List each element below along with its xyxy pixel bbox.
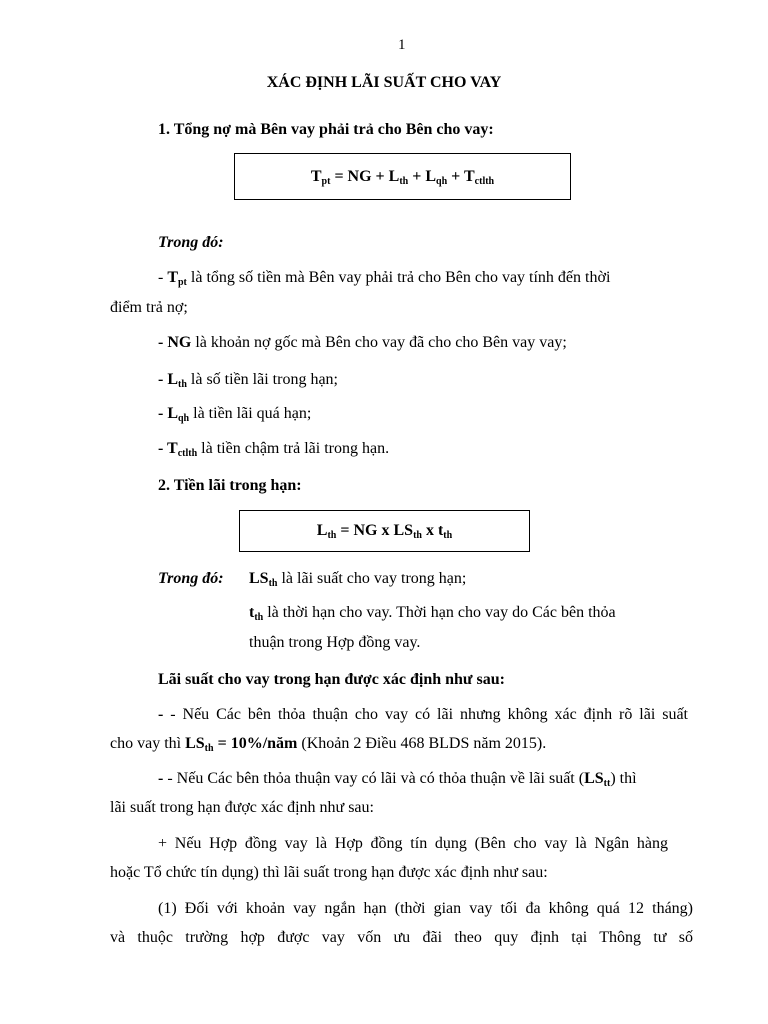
trong-do-label-1: Trong đó:	[158, 234, 224, 251]
trong-do-label-2: Trong đó:	[158, 570, 224, 587]
formula-box-interest	[239, 510, 530, 552]
definition-tth: $t_{th}$ là thời hạn cho vay. Thời hạn cho vay do Các bên thỏa	[249, 604, 616, 623]
paragraph-2-line-1: - - Nếu Các bên thỏa thuận vay có lãi và có thỏa thuận về lãi suất $(LS_{tt})$ thì	[158, 770, 637, 789]
paragraph-3-line-1: + Nếu Hợp đồng vay là Hợp đồng tín dụng (Bên cho vay là Ngân hàng	[158, 835, 668, 852]
definition-item-tctlth: - $T_{ctlth}$ là tiền chậm trả lãi trong hạn.	[158, 440, 390, 459]
document-title: XÁC ĐỊNH LÃI SUẤT CHO VAY	[266, 74, 502, 91]
definition-lsth: $LS_{th}$ là lãi suất cho vay trong hạn;	[249, 570, 467, 589]
formula-box-total-debt	[234, 153, 571, 200]
paragraph-2-line-2: lãi suất trong hạn được xác định như sau:	[110, 799, 374, 816]
definition-item-lth: - $L_{th}$ là số tiền lãi trong hạn;	[158, 371, 338, 390]
definition-item-ng: - NG là khoản nợ gốc mà Bên cho vay đã cho cho Bên vay vay;	[158, 334, 567, 351]
formula-total-debt: $T_{pt}$ = NG + $L_{th} + L_{qh} + T_{ctlth}$	[310, 168, 495, 187]
paragraph-4-line-1: (1) Đối với khoản vay ngắn hạn (thời gian vay tối đa không quá 12 tháng)	[158, 900, 693, 917]
paragraph-4-line-2: và thuộc trường hợp được vay vốn ưu đãi theo quy định tại Thông tư số	[110, 929, 693, 946]
page-number: 1	[398, 37, 406, 53]
definition-item-tpt: - $T_{pt}$ là tổng số tiền mà Bên vay phải trả cho Bên cho vay tính đến thời	[158, 269, 611, 288]
paragraph-1-line-2: cho vay thì $LS_{th}$ = 10%/năm (Khoản 2 Điều 468 BLDS năm 2015).	[110, 735, 547, 754]
definition-tth-cont: thuận trong Hợp đồng vay.	[249, 634, 421, 651]
formula-interest: $L_{th}$ = NG x $LS_{th}$ x $t_{th}$	[316, 522, 453, 541]
section2-heading: 2. Tiền lãi trong hạn:	[158, 477, 302, 494]
section1-heading: 1. Tổng nợ mà Bên vay phải trả cho Bên cho vay:	[158, 121, 494, 138]
paragraph-1-line-1: - - Nếu Các bên thỏa thuận cho vay có lãi nhưng không xác định rõ lãi suất	[158, 706, 689, 723]
paragraph-3-line-2: hoặc Tổ chức tín dụng) thì lãi suất trong hạn được xác định như sau:	[110, 864, 548, 881]
section3-heading: Lãi suất cho vay trong hạn được xác định như sau:	[158, 671, 505, 688]
definition-item-lqh: - $L_{qh}$ là tiền lãi quá hạn;	[158, 405, 312, 424]
definition-item-tpt-cont: điểm trả nợ;	[110, 299, 188, 316]
